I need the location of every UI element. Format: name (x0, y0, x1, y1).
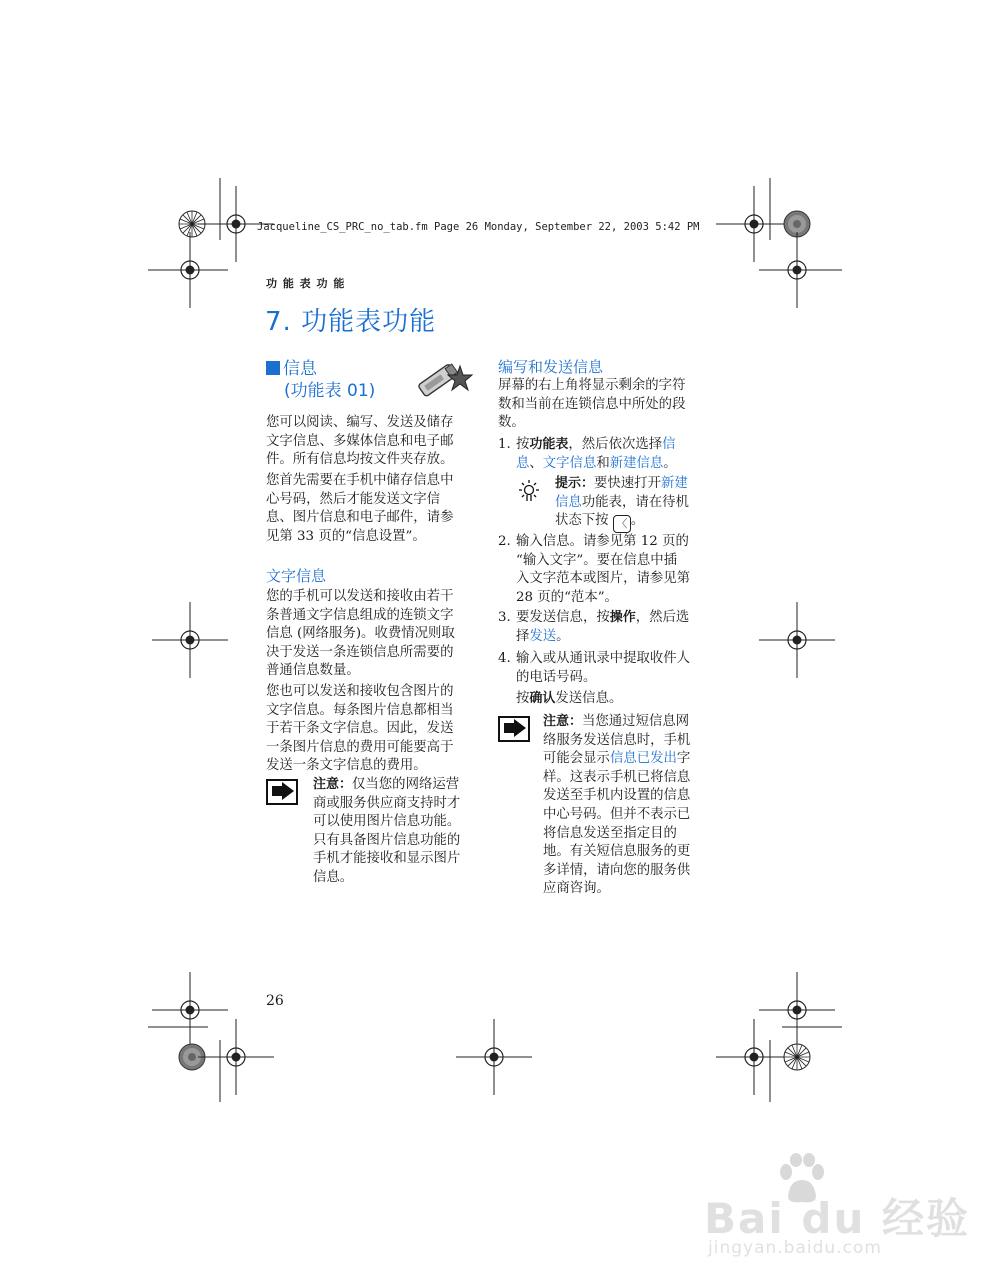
concatenated-paragraph (266, 588, 481, 681)
text: 。 (556, 628, 570, 644)
left-note (313, 776, 483, 888)
text: 字 (676, 751, 691, 767)
text-line: 应商咨询。 (543, 881, 610, 897)
text-line: 数。 (498, 415, 525, 431)
text-line: 发送一条文字信息的费用。 (266, 758, 427, 774)
menu-link: 文字信息 (542, 455, 597, 471)
tip-label: 提示： (555, 476, 595, 491)
step-3 (498, 609, 713, 646)
text-line: 络服务发送信息时，手机 (543, 732, 691, 748)
left-key-icon: 〈 (613, 515, 631, 533)
text-line: “输入文字”。要在信息中插 (516, 552, 677, 568)
text-line: 见第 33 页的“信息设置”。 (266, 528, 426, 544)
text-line: 数和当前在连锁信息中所处的段 (498, 396, 686, 412)
step-1 (498, 436, 713, 473)
menu-link: 息 (516, 455, 530, 471)
step-number: 1. (498, 437, 511, 452)
text: 功能表，请在待机 (581, 494, 689, 510)
setup-paragraph (266, 472, 481, 546)
text-line: 多详情，请向您的服务供 (543, 862, 691, 878)
step-number: 4. (498, 651, 511, 666)
text-line: 28 页的“范本”。 (516, 589, 618, 605)
watermark (700, 1150, 970, 1260)
text: 、 (529, 455, 543, 471)
menu-link: 信 (662, 437, 676, 452)
chapter-title: 7. 功能表功能 (265, 307, 437, 337)
step-number: 3. (498, 610, 511, 625)
messages-icon (414, 354, 474, 402)
menu-link: 发送 (529, 628, 557, 644)
file-info-line: Jacqueline_CS_PRC_no_tab.fm Page 26 Monday, September 22, 2003 5:42 PM (257, 221, 700, 233)
text-line: 仅当您的网络运营 (352, 777, 460, 792)
tip-box (555, 475, 715, 533)
softkey-label: 功能表 (529, 437, 569, 452)
text-line: 决于发送一条连锁信息所需要的 (266, 644, 454, 660)
text-line: 信息 (网络服务)。收费情况则取 (266, 626, 455, 642)
text-line: 中心号码。但并不表示已 (543, 806, 691, 822)
text-line: 您可以阅读、编写、发送及储存 (266, 415, 454, 430)
right-note (543, 713, 713, 899)
text-line: 于若干条文字信息。因此，发送 (266, 721, 454, 737)
text-line: 普通信息数量。 (266, 663, 360, 679)
text-line: 将信息发送至指定目的 (543, 825, 677, 841)
text-line: 可以使用图片信息功能。 (313, 814, 461, 830)
text-line: 商或服务供应商支持时才 (313, 795, 461, 811)
text: 。 (630, 513, 645, 529)
text-line: 您的手机可以发送和接收由若干 (266, 589, 454, 604)
text-line: 屏幕的右上角将显示剩余的字符 (498, 378, 686, 393)
text-line: 发送至手机内设置的信息 (543, 788, 691, 804)
menu-link: 新建 (660, 476, 688, 491)
note-label: 注意： (313, 777, 353, 792)
softkey-label: 确认 (529, 691, 556, 706)
step-2 (498, 533, 713, 607)
running-head: 功 能 表 功 能 (266, 277, 346, 290)
text-line: 样。这表示手机已将信息 (543, 769, 691, 785)
text: 按 (516, 437, 530, 452)
menu-link: 信息 (555, 494, 582, 510)
square-bullet-icon (266, 361, 280, 375)
section-menu-number: (功能表 01) (284, 381, 376, 401)
text: 按 (516, 691, 530, 706)
text: 发送信息。 (555, 691, 623, 706)
note-icon (266, 779, 300, 807)
step-4 (498, 650, 713, 687)
text-line: 一条图片信息的费用可能要高于 (266, 739, 454, 755)
softkey-label: 操作 (609, 610, 636, 625)
text-line: 输入信息。请参见第 12 页的 (516, 534, 689, 549)
watermark-brand: Bai du 经验 (704, 1194, 970, 1243)
text: ，然后选 (635, 610, 690, 625)
text-line: 只有具备图片信息功能的 (313, 832, 461, 848)
subheading-write-send: 编写和发送信息 (498, 358, 604, 376)
text-line: 信息。 (313, 869, 354, 885)
text-line: 息、图片信息和电子邮件，请参 (266, 510, 454, 526)
text-line: 文字信息。每条图片信息都相当 (266, 702, 454, 718)
text-line: 地。有关短信息服务的更 (543, 844, 691, 860)
write-intro (498, 377, 713, 433)
note-icon (498, 716, 532, 744)
page-number: 26 (266, 993, 284, 1009)
subheading-text-messages: 文字信息 (266, 567, 327, 585)
text-line: 您首先需要在手机中储存信息中 (266, 473, 454, 488)
step-4-confirm (516, 690, 716, 709)
picture-message-paragraph (266, 683, 481, 776)
text: 和 (596, 455, 610, 471)
text-line: 的电话号码。 (516, 669, 597, 685)
step-number: 2. (498, 534, 511, 549)
text: 要快速打开 (594, 476, 661, 491)
text: 。 (663, 455, 677, 471)
text: 状态下按 (555, 513, 609, 529)
status-text-link: 信息已发出 (609, 751, 677, 767)
text: 可能会显示 (543, 751, 610, 767)
menu-link: 新建信息 (609, 455, 664, 471)
text-line: 件。所有信息均按文件夹存放。 (266, 452, 454, 468)
tip-lightbulb-icon (514, 478, 544, 504)
text-line: 入文字范本或图片，请参见第 (516, 571, 691, 587)
text-line: 心号码，然后才能发送文字信 (266, 491, 441, 507)
text-line: 手机才能接收和显示图片 (313, 851, 461, 867)
text-line: 输入或从通讯录中提取收件人 (516, 651, 691, 666)
text-line: 您也可以发送和接收包含图片的 (266, 684, 454, 699)
watermark-url: jingyan.baidu.com (708, 1238, 882, 1258)
text-line: 文字信息、多媒体信息和电子邮 (266, 433, 454, 449)
text-line: 条普通文字信息组成的连锁文字 (266, 607, 454, 623)
section-title: 信息 (283, 359, 317, 379)
text: 要发送信息，按 (516, 610, 610, 625)
note-label: 注意： (543, 714, 583, 729)
text: ，然后依次选择 (568, 437, 663, 452)
text: 择 (516, 628, 530, 644)
intro-paragraph (266, 414, 481, 470)
text: 当您通过短信息网 (582, 714, 690, 729)
